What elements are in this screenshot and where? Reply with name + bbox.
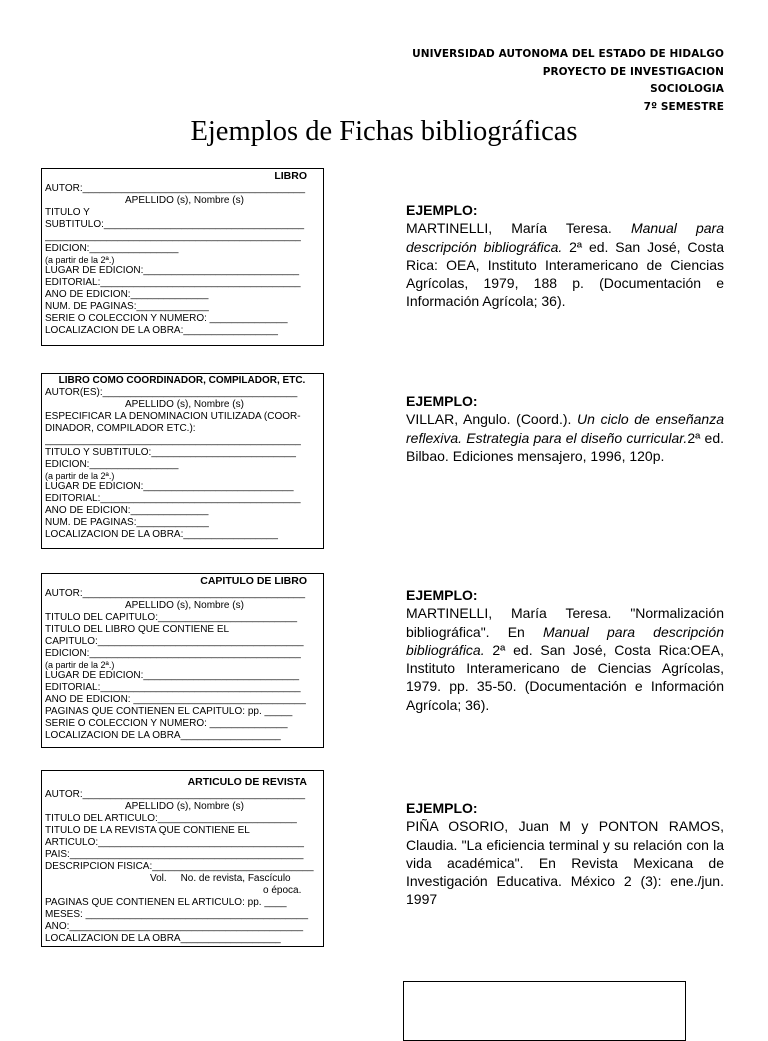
field-titulo-libro: TITULO DEL LIBRO QUE CONTIENE EL: [45, 624, 230, 635]
field-edicion: EDICION:________________: [45, 459, 179, 470]
field-blank: ______________________________________________: [45, 435, 301, 446]
card-title: LIBRO: [274, 170, 307, 182]
field-note: (a partir de la 2ª.): [45, 660, 115, 670]
header-project: PROYECTO DE INVESTIGACION: [542, 65, 724, 78]
example-text: [406, 219, 724, 310]
field-capitulo: CAPITULO:_____________________________________: [45, 636, 304, 647]
field-localizacion: LOCALIZACION DE LA OBRA:_________________: [45, 325, 278, 336]
field-paginas: PAGINAS QUE CONTIENEN EL CAPITULO: pp. _____: [45, 706, 293, 717]
example-text-italic: Un ciclo de enseñanza reflexiva. Estrategia para el diseño curricular.: [406, 411, 724, 446]
field-edicion: EDICION:______________________________________: [45, 648, 301, 659]
header-semester: 7º SEMESTRE: [643, 100, 724, 113]
card-articulo: [41, 770, 324, 947]
field-hint: APELLIDO (s), Nombre (s): [125, 195, 244, 206]
field-anio: AÑO DE EDICION:______________: [45, 505, 209, 516]
example-label: EJEMPLO:: [406, 587, 478, 603]
field-paginas: NUM. DE PAGINAS:_____________: [45, 517, 209, 528]
field-pais: PAIS:__________________________________________: [45, 849, 304, 860]
field-lugar: LUGAR DE EDICION:____________________________: [45, 265, 300, 276]
field-note: (a partir de la 2ª.): [45, 255, 115, 265]
example-text-italic: Manual para descripción bibliográfica.: [406, 220, 725, 255]
example-label: EJEMPLO:: [406, 393, 478, 409]
field-hint: APELLIDO (s), Nombre (s): [125, 600, 244, 611]
field-autor: AUTOR:________________________________________: [45, 789, 306, 800]
field-titulo-capitulo: TITULO DEL CAPITULO:_________________________: [45, 612, 298, 623]
field-lugar: LUGAR DE EDICION:____________________________: [45, 670, 300, 681]
page-title: Ejemplos de Fichas bibliográficas: [190, 116, 578, 147]
field-hint: APELLIDO (s), Nombre (s): [125, 801, 244, 812]
example-articulo: [406, 799, 724, 909]
field-anio: AÑO DE EDICION:______________: [45, 289, 209, 300]
empty-card-box: [403, 981, 686, 1041]
example-libro: [406, 201, 724, 311]
field-articulo: ARTICULO:_____________________________________: [45, 837, 304, 848]
example-text-part: 2ª ed. San José, Costa Rica:OEA, Instituto Interamericano de Ciencias Agrícolas, 1979. pp. 35-50. (Documentación e Información Agrícola; 36).: [406, 641, 724, 713]
field-lugar: LUGAR DE EDICION:___________________________: [45, 481, 294, 492]
example-coordinador: [406, 392, 724, 465]
field-serie: SERIE O COLECCION Y NUMERO: ______________: [45, 313, 288, 324]
example-text: [406, 817, 724, 908]
example-text-part: 2ª ed. Bilbao. Ediciones mensajero, 1996, 120p.: [406, 429, 724, 464]
field-anio: AÑO DE EDICION: _______________________________: [45, 694, 306, 705]
card-title: LIBRO COMO COORDINADOR, COMPILADOR, ETC.: [58, 375, 306, 386]
field-editorial: EDITORIAL:____________________________________: [45, 493, 301, 504]
field-hint: APELLIDO (s), Nombre (s): [125, 399, 244, 410]
field-vol-hint: Vol. No. de revista, Fascículo: [150, 873, 291, 884]
field-descripcion: DESCRIPCION FISICA:_____________________________: [45, 861, 314, 872]
field-localizacion: LOCALIZACION DE LA OBRA__________________: [45, 933, 281, 944]
field-editorial: EDITORIAL:____________________________________: [45, 277, 301, 288]
card-title: CAPITULO DE LIBRO: [200, 575, 307, 587]
example-text-italic: Manual para descripción bibliográfica.: [406, 623, 724, 658]
field-localizacion: LOCALIZACION DE LA OBRA:_________________: [45, 529, 278, 540]
example-text-part: VILLAR, Angulo. (Coord.).: [406, 411, 578, 428]
header-subject: SOCIOLOGIA: [650, 83, 724, 95]
field-edicion: EDICION:________________: [45, 243, 179, 254]
example-text-part: MARTINELLI, María Teresa. "Normalización bibliográfica". En: [406, 605, 724, 640]
field-paginas: NUM. DE PAGINAS:_____________: [45, 301, 209, 312]
example-label: EJEMPLO:: [406, 800, 478, 816]
card-title: ARTICULO DE REVISTA: [187, 776, 307, 788]
field-autores: AUTOR(ES):___________________________________: [45, 387, 298, 398]
card-libro: [41, 168, 324, 346]
example-text-part: PIÑA OSORIO, Juan M y PONTON RAMOS, Claudia. "La eficiencia terminal y su relación con la vida académica". En Revista Mexicana de Investigación Educativa. México 2 (3): ene./jun. 1997: [406, 818, 724, 908]
card-libro-coordinador: [41, 373, 324, 549]
field-paginas: PAGINAS QUE CONTIENEN EL ARTICULO: pp. ____: [45, 897, 287, 908]
example-capitulo: [406, 586, 724, 714]
card-capitulo: [41, 573, 324, 748]
field-titulo-articulo: TITULO DEL ARTICULO:_________________________: [45, 813, 297, 824]
field-autor: AUTOR:________________________________________: [45, 588, 306, 599]
field-editorial: EDITORIAL:____________________________________: [45, 682, 301, 693]
field-titulo: TITULO Y SUBTITULO:__________________________: [45, 447, 296, 458]
field-denominacion-cont: DINADOR, COMPILADOR ETC.):: [45, 423, 196, 434]
example-text-part: 2ª ed. San José, Costa Rica: OEA, Instituto Interamericano de Ciencias Agrícolas, 1979, 188 p. (Documentación e Información Agrícola; 36).: [406, 238, 724, 310]
field-serie: SERIE O COLECCION Y NUMERO: ______________: [45, 718, 288, 729]
field-blank: ______________________________________________: [45, 231, 301, 242]
field-epoca-hint: o época.: [263, 885, 302, 896]
field-note: (a partir de la 2ª.): [45, 471, 115, 481]
field-autor: AUTOR:________________________________________: [45, 183, 306, 194]
example-label: EJEMPLO:: [406, 202, 478, 218]
header-university: UNIVERSIDAD AUTONOMA DEL ESTADO DE HIDALGO: [412, 48, 724, 60]
field-localizacion: LOCALIZACION DE LA OBRA__________________: [45, 730, 281, 741]
field-subtitulo: SUBTITULO:____________________________________: [45, 219, 305, 230]
example-text-part: MARTINELLI, María Teresa.: [406, 220, 631, 237]
field-titulo: TITULO Y: [45, 207, 90, 218]
field-meses: MESES: ________________________________________: [45, 909, 309, 920]
example-text: [406, 410, 724, 465]
field-titulo-revista: TITULO DE LA REVISTA QUE CONTIENE EL: [45, 825, 250, 836]
university-header: [304, 46, 724, 116]
field-denominacion: ESPECIFICAR LA DENOMINACION UTILIZADA (COOR-: [45, 411, 301, 422]
example-text: [406, 604, 724, 714]
field-anio: AÑO:__________________________________________: [45, 921, 304, 932]
